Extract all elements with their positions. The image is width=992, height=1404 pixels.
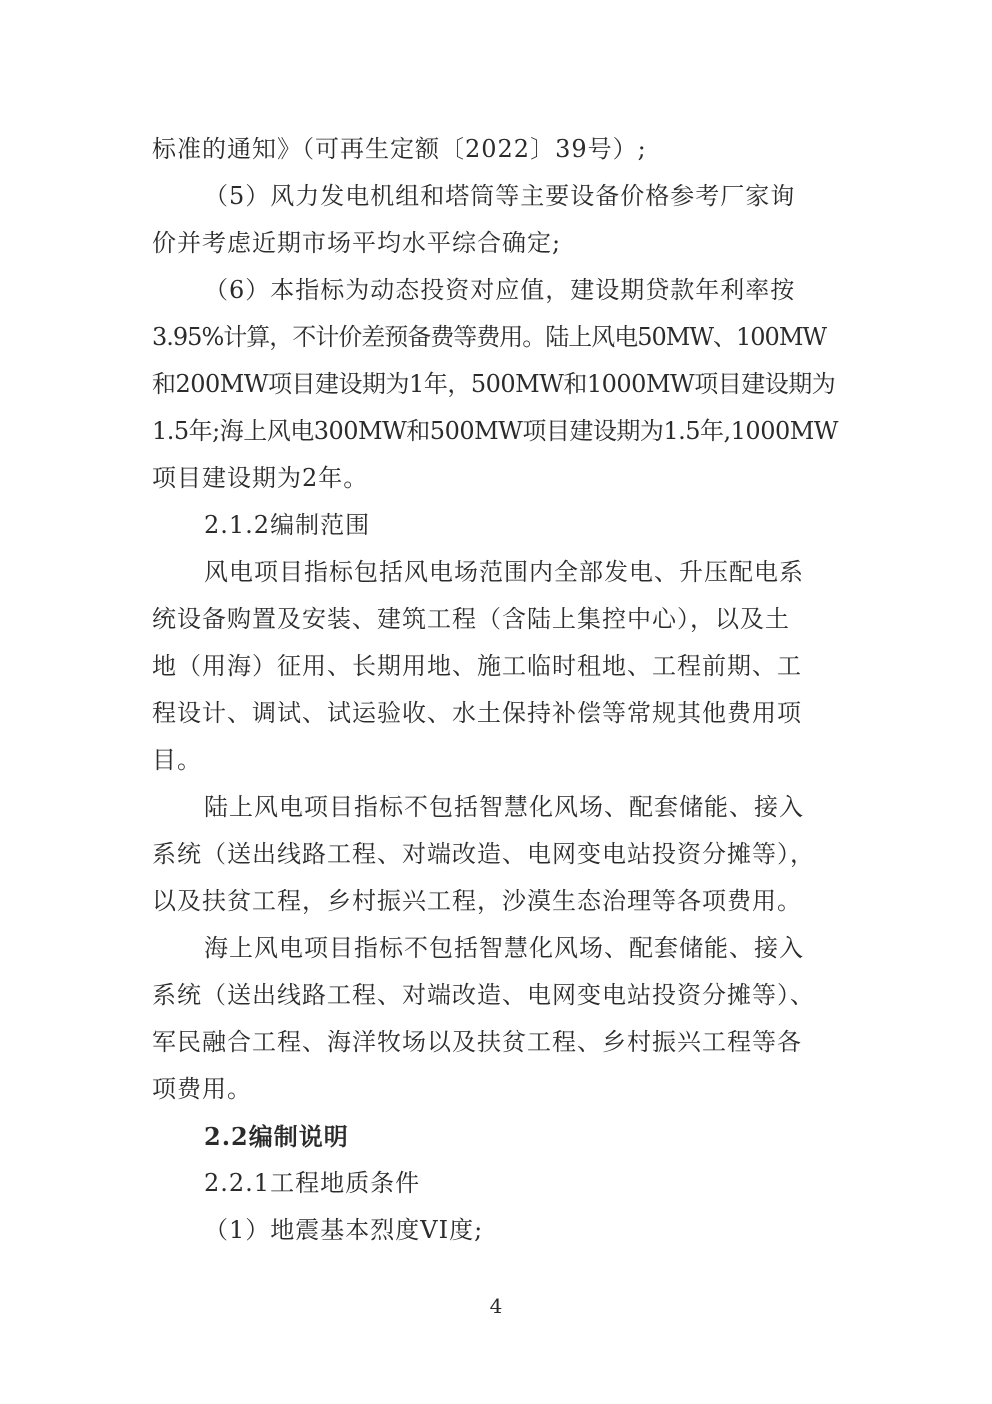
text-line: 军民融合工程、海洋牧场以及扶贫工程、乡村振兴工程等各 [152,1028,802,1056]
text-line: 以及扶贫工程，乡村振兴工程，沙漠生态治理等各项费用。 [152,887,802,915]
text-line: 陆上风电项目指标不包括智慧化风场、配套储能、接入 [204,793,804,821]
subsection-heading: 2.2.1工程地质条件 [204,1169,421,1197]
text-line: 海上风电项目指标不包括智慧化风场、配套储能、接入 [204,934,804,962]
text-line: 标准的通知》（可再生定额〔2022〕39号）; [152,135,647,163]
text-line: 程设计、调试、试运验收、水土保持补偿等常规其他费用项 [152,699,802,727]
text-line: 项目建设期为2年。 [152,464,369,492]
text-line: 地（用海）征用、长期用地、施工临时租地、工程前期、工 [152,652,802,680]
page-number: 4 [489,1294,503,1318]
text-line: 3.95%计算，不计价差预备费等费用。陆上风电50MW、100MW [152,323,827,351]
text-line: 1.5年;海上风电300MW和500MW项目建设期为1.5年,1000MW [152,417,838,445]
text-line: 系统（送出线路工程、对端改造、电网变电站投资分摊等）、 [152,981,815,1009]
text-line: （5）风力发电机组和塔筒等主要设备价格参考厂家询 [204,182,796,210]
text-line: 系统（送出线路工程、对端改造、电网变电站投资分摊等）， [152,840,815,868]
section-heading-bold: 2.2编制说明 [204,1122,349,1151]
text-line: 目。 [152,746,202,774]
text-line: （1）地震基本烈度VI度; [204,1216,484,1244]
text-line: （6）本指标为动态投资对应值，建设期贷款年利率按 [204,276,796,304]
text-line: 统设备购置及安装、建筑工程（含陆上集控中心），以及土 [152,605,790,633]
text-line: 风电项目指标包括风电场范围内全部发电、升压配电系 [204,558,804,586]
text-line: 和200MW项目建设期为1年，500MW和1000MW项目建设期为 [152,370,836,398]
text-line: 价并考虑近期市场平均水平综合确定; [152,229,562,257]
section-heading: 2.1.2编制范围 [204,511,371,539]
text-line: 项费用。 [152,1075,252,1103]
